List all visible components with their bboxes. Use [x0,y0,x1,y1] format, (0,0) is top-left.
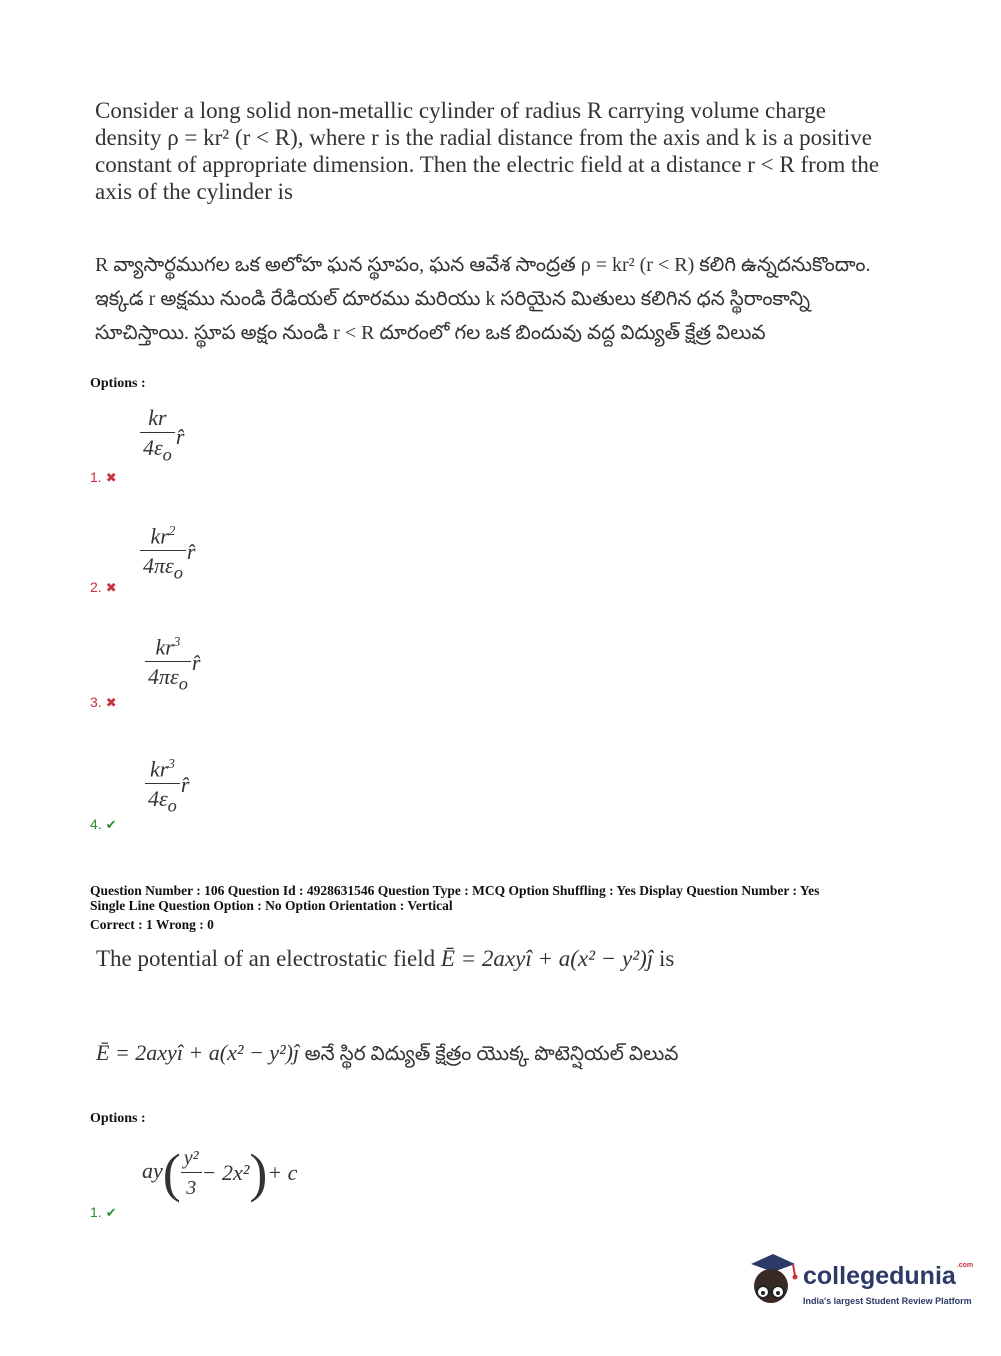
question-meta-line-2: Single Line Question Option : No Option Orientation : Vertical [90,898,453,913]
question2-suffix: is [658,946,675,971]
q2-option-1-numerator: y² [181,1144,202,1173]
q2-option-1-tail: + c [267,1160,298,1185]
q2-option-1-denominator: 3 [186,1176,197,1199]
mascot-icon [743,1252,803,1312]
option-2-formula [140,517,195,588]
option-2-subscript: o [173,562,183,583]
option-3-number: 3. [90,694,102,710]
option-1-subscript: o [162,444,172,465]
option-4-numerator: kr [149,756,169,782]
option-3-exponent: 3 [173,634,181,649]
wrong-mark-icon: ✖ [105,695,117,710]
question2-equation-telugu: Ē = 2axyî + a(x² − y²)ĵ [96,1040,300,1065]
question2-prefix: The potential of an electrostatic field [96,946,436,971]
question2-english-text [96,946,674,972]
correct-check-icon: ✔ [105,1205,117,1220]
question2-telugu-suffix: అనే స్థిర విద్యుత్ క్షేత్రం యొక్క పొటెన్షియల్ విలువ [304,1043,679,1065]
option-1-unit-vector: r̂ [175,423,185,449]
option-3-formula [145,628,200,699]
option-4-denominator: 4ε [148,786,168,812]
options-label-2: Options : [90,1111,146,1126]
option-2-numerator: kr [150,523,169,549]
option-3-unit-vector: r̂ [191,650,201,676]
option-1-number: 1. [90,469,102,485]
option-1-numerator: kr [140,404,175,433]
correct-wrong-line: Correct : 1 Wrong : 0 [90,917,214,932]
q2-option-1-formula: ay( $\frac{\text{y²}}{3}$ − 2x²)+ c [142,1143,298,1203]
option-4-number: 4. [90,816,102,832]
q2-option-1-rest: − 2x² [201,1160,250,1185]
option-2-row[interactable] [90,579,117,596]
question-telugu-text: R వ్యాసార్థముగల ఒక అలోహ ఘన స్థూపం, ఘన ఆవేశ సాంద్రత ρ = kr² (r < R) కలిగి ఉన్నదనుకొందాం. ఇక్కడ r అక్షము నుండి రేడియల్ దూరము మరియు k సరియైన మితులు కలిగిన ధన స్థిరాంకాన్ని సూచిస్తాయి. స్థూప అక్షం నుండి r < R దూరంలో గల ఒక బిందువు వద్ద విద్యుత్ క్షేత్ర విలువ [95,254,871,344]
question-meta-line-1: Question Number : 106 Question Id : 4928631546 Question Type : MCQ Option Shuffling : Yes Display Question Number : Yes [90,883,820,898]
option-4-formula [145,750,189,821]
q2-option-1-row[interactable] [90,1204,117,1221]
question-english-text: Consider a long solid non-metallic cylinder of radius R carrying volume charge density ρ = kr² (r < R), where r is the radial distance from the axis and k is a positive constant of appropriate dimension. Then the electric field at a distance r < R from the axis of the cylinder is [95,98,880,204]
option-2-exponent: 2 [168,523,176,538]
option-3-subscript: o [178,673,188,694]
option-2-unit-vector: r̂ [186,539,196,565]
option-4-unit-vector: r̂ [180,772,190,798]
brand-name: collegedunia$^{.com}$ [803,1262,974,1290]
option-1-row[interactable] [90,469,117,486]
question2-equation: Ē = 2axyî + a(x² − y²)ĵ [440,946,654,971]
option-4-exponent: 3 [168,756,175,771]
q2-option-1-prefix: ay [142,1158,163,1184]
options-label: Options : [90,376,146,391]
option-3-row[interactable] [90,694,117,711]
brand-tagline: India's largest Student Review Platform [803,1296,972,1306]
option-2-denominator: 4πε [143,553,174,579]
option-3-numerator: kr [155,634,174,660]
wrong-mark-icon: ✖ [105,470,117,485]
q2-option-1-number: 1. [90,1204,102,1220]
option-4-row[interactable] [90,816,117,833]
brand-tld: .com [956,1262,974,1269]
option-3-denominator: 4πε [148,664,179,690]
question2-telugu-text [96,1040,678,1070]
wrong-mark-icon: ✖ [105,580,117,595]
option-4-subscript: o [167,795,177,816]
option-1-formula [140,404,184,469]
option-2-number: 2. [90,579,102,595]
option-1-denominator: 4ε [143,435,163,460]
correct-check-icon: ✔ [105,817,117,832]
